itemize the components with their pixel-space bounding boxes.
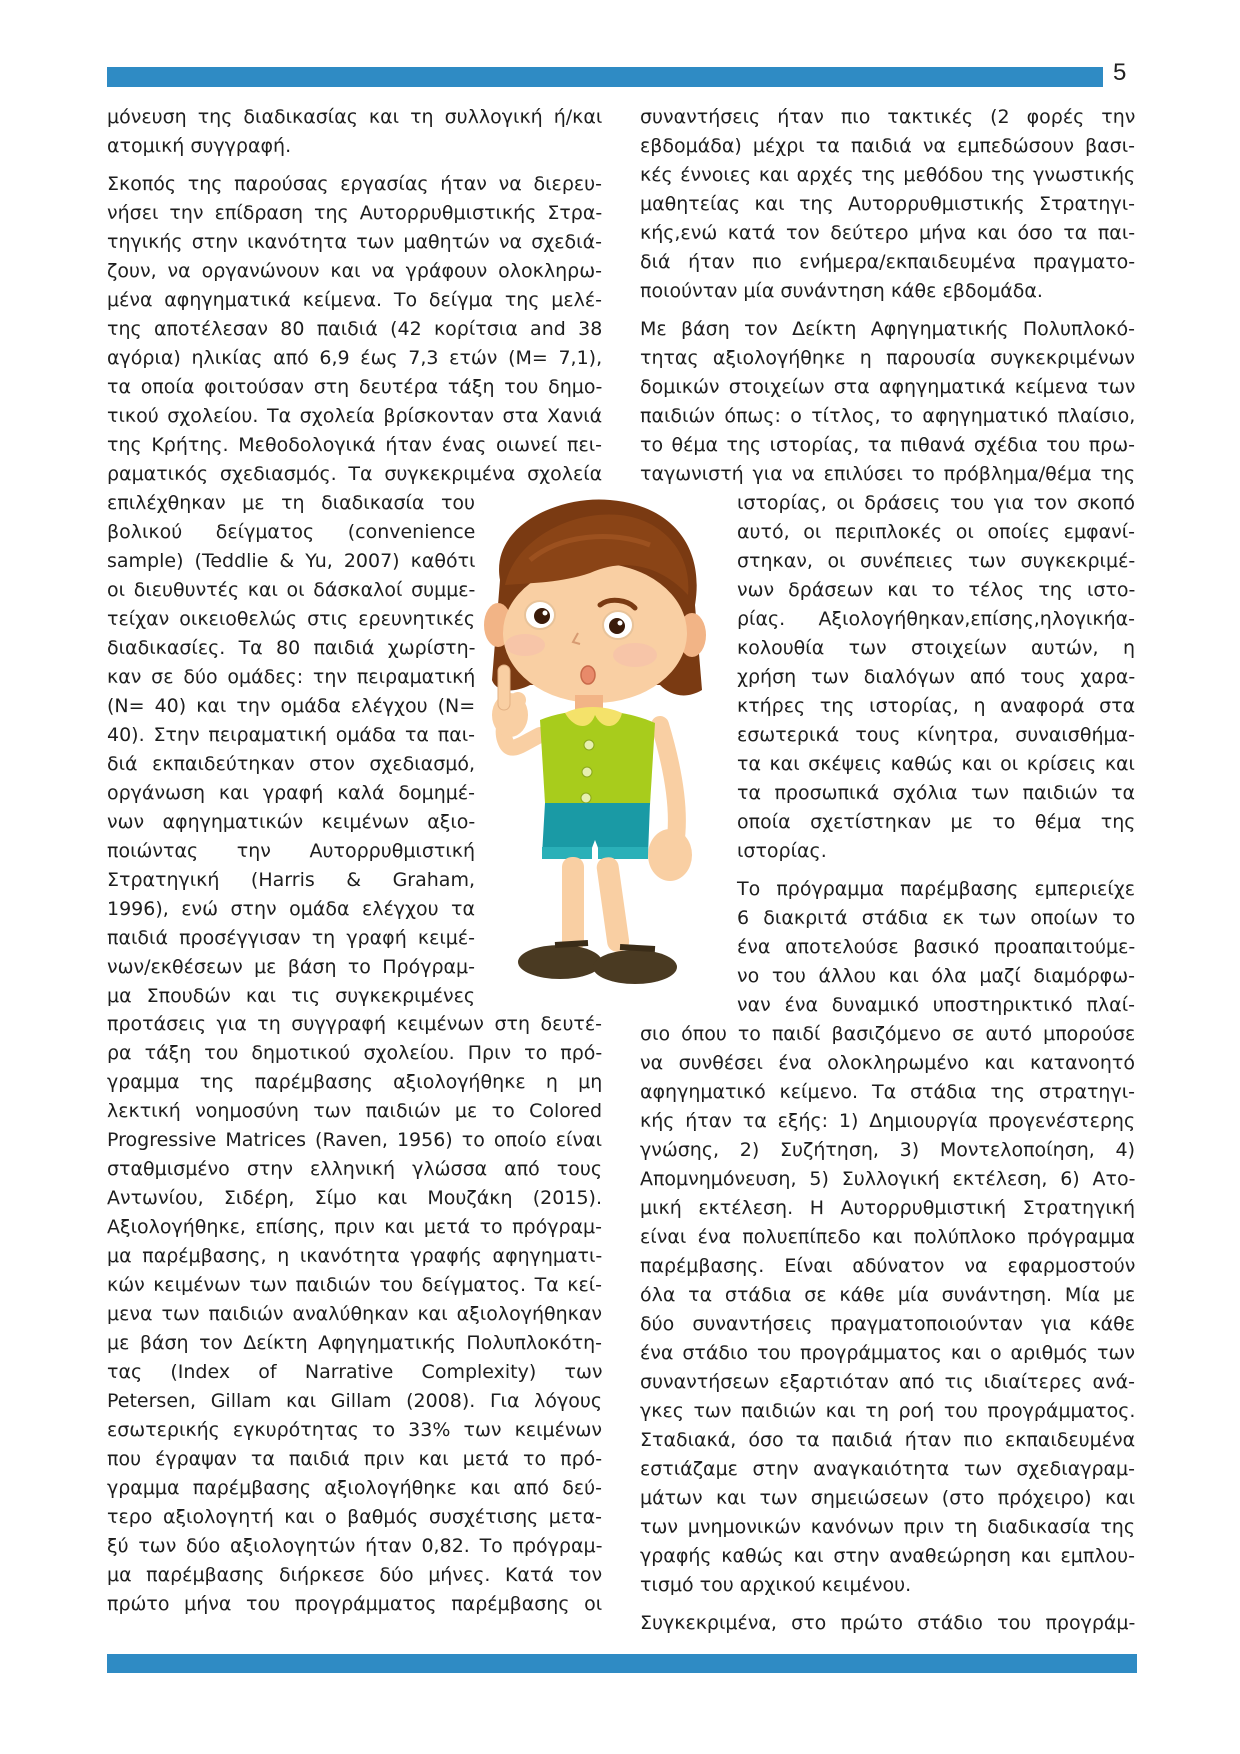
text-line: Συγκεκριμένα, στο πρώτο στάδιο του προγράμ- <box>640 1612 1136 1634</box>
text-line: Petersen, Gillam και Gillam (2008). Για λόγους <box>107 1390 602 1412</box>
text-line: νων/εκθέσεων με βάση το Πρόγραμ- <box>107 956 475 978</box>
text-line: νήσει την επίδραση της Αυτορρυθμιστικής Στρα- <box>107 202 603 224</box>
footer-accent-bar <box>107 1654 1137 1673</box>
text-line: καν σε δύο ομάδες: την πειραματική <box>107 666 476 688</box>
text-line: τα προσωπικά σχόλια των παιδιών τα <box>737 782 1135 804</box>
text-line: (Ν= 40) και την ομάδα ελέγχου (Ν= <box>107 695 476 717</box>
text-line: ένα αποτελούσε βασικό προαπαιτούμε- <box>737 936 1136 958</box>
text-line: 40). Στην πειραματική ομάδα τα παι- <box>107 724 475 746</box>
text-line: Σταδιακά, όσο τα παιδιά ήταν πιο εκπαιδευμένα <box>640 1429 1136 1451</box>
text-line: εστιάζαμε στην αναγκαιότητα των σχεδιαγραμ- <box>640 1458 1135 1480</box>
text-line: μα Σπουδών και τις συγκεκριμένες <box>107 985 475 1007</box>
text-line: παρέμβασης. Είναι αδύνατον να εφαρμοστούν <box>640 1255 1136 1277</box>
text-line: αυτό, οι περιπλοκές οι οποίες εμφανί- <box>737 521 1135 543</box>
text-line: Με βάση τον Δείκτη Αφηγηματικής Πολυπλοκό- <box>640 318 1135 340</box>
text-line: ποιούνταν μία συνάντηση κάθε εβδομάδα. <box>640 280 1043 302</box>
text-line: μική εκτέλεση. Η Αυτορρυθμιστική Στρατηγική <box>640 1197 1135 1219</box>
page-number: 5 <box>1113 59 1127 86</box>
text-line: ρίας. Αξιολογήθηκαν,επίσης,ηλογικήα- <box>737 608 1135 630</box>
text-line: διαδικασίες. Τα 80 παιδιά χωρίστη- <box>107 637 476 659</box>
text-line: προτάσεις για τη συγγραφή κειμένων στη δευτέ- <box>107 1013 602 1035</box>
text-line: εσωτερικής εγκυρότητας το 33% των κειμένων <box>107 1419 602 1441</box>
text-line: ζουν, να οργανώνουν και να γράφουν ολοκληρω- <box>107 260 602 282</box>
text-line: ιστορίας. <box>737 840 827 862</box>
text-line: κής ήταν τα εξής: 1) Δημιουργία προγενέστερης <box>640 1110 1136 1132</box>
text-line: κολουθία των στοιχείων αυτών, η <box>737 637 1135 659</box>
text-line: τικού σχολείου. Τα σχολεία βρίσκονταν στα Χανιά <box>107 405 603 427</box>
text-line: τείχαν οικειοθελώς στις ερευνητικές <box>107 608 475 630</box>
text-line: ατομική συγγραφή. <box>107 135 292 157</box>
text-line: τα οποία φοιτούσαν στη δευτέρα τάξη του δημο- <box>107 376 603 398</box>
text-line: νων αφηγηματικών κειμένων αξιο- <box>107 811 476 833</box>
text-line: χρήση των διαλόγων από τους χαρα- <box>737 666 1136 688</box>
text-line: Το πρόγραμμα παρέμβασης εμπεριείχε <box>737 878 1135 900</box>
cartoon-girl-thinking-icon <box>470 485 720 995</box>
text-line: κτήρες της ιστορίας, η αναφορά στα <box>737 695 1136 717</box>
text-line: Απομνημόνευση, 5) Συλλογική εκτέλεση, 6) Ατο- <box>640 1168 1136 1190</box>
text-line: των μνημονικών κανόνων πριν τη διαδικασία της <box>640 1516 1135 1538</box>
text-line: δύο συναντήσεις πραγματοποιούνταν για κάθε <box>640 1313 1135 1335</box>
text-line: Progressive Matrices (Raven, 1956) το οποίο είναι <box>107 1129 602 1151</box>
text-line: Σκοπός της παρούσας εργασίας ήταν να διερευ- <box>107 173 602 195</box>
text-line: λεκτική νοημοσύνη των παιδιών με το Colored <box>107 1100 603 1122</box>
text-line: πρώτο μήνα του προγράμματος παρέμβασης οι <box>107 1593 603 1615</box>
text-line: που έγραψαν τα παιδιά πριν και μετά το πρό- <box>107 1448 603 1470</box>
text-line: με βάση τον Δείκτη Αφηγηματικής Πολυπλοκότη- <box>107 1332 602 1354</box>
text-line: σταθμισμένο στην ελληνική γλώσσα από τους <box>107 1158 603 1180</box>
text-line: Αξιολογήθηκε, επίσης, πριν και μετά το πρόγραμ- <box>107 1216 602 1238</box>
text-line: μα παρέμβασης, η ικανότητα γραφής αφηγηματι- <box>107 1245 603 1267</box>
text-line: ρα τάξη του δημοτικού σχολείου. Πριν το πρό- <box>107 1042 603 1064</box>
text-line: μένα αφηγηματικά κείμενα. Το δείγμα της μελέ- <box>107 289 602 311</box>
header-accent-bar <box>107 67 1103 87</box>
text-line: ταγωνιστή για να επιλύσει το πρόβλημα/θέμα της <box>640 463 1136 485</box>
text-line: ιστορίας, οι δράσεις του για τον σκοπό <box>737 492 1135 514</box>
text-line: να συνθέσει ένα ολοκληρωμένο και κατανοητό <box>640 1052 1135 1074</box>
text-line: βολικού δείγματος (convenience <box>107 521 476 543</box>
text-line: sample) (Teddlie & Yu, 2007) καθότι <box>107 550 476 572</box>
text-line: παιδιά προσέγγισαν τη γραφή κειμέ- <box>107 927 475 949</box>
text-line: μαθητείας και της Αυτορρυθμιστικής Στρατηγι- <box>640 193 1135 215</box>
text-line: οποία σχετίστηκαν με το θέμα της <box>737 811 1136 833</box>
text-line: τητας αξιολογήθηκε η παρουσία συγκεκριμένων <box>640 347 1135 369</box>
text-line: μενα των παιδιών αναλύθηκαν και αξιολογήθηκαν <box>107 1303 603 1325</box>
text-line: γκες των παιδιών και τη ροή του προγράμματος. <box>640 1400 1136 1422</box>
text-line: τηγικής στην ικανότητα των μαθητών να σχεδιά- <box>107 231 602 253</box>
text-line: Αντωνίου, Σιδέρη, Σίμο και Μουζάκη (2015). <box>107 1187 602 1209</box>
text-line: ξύ των δύο αξιολογητών ήταν 0,82. Το πρόγραμ- <box>107 1535 603 1557</box>
text-line: όλα τα στάδια σε κάθε μία συνάντηση. Μία με <box>640 1284 1136 1306</box>
text-line: στηκαν, οι συνέπειες των συγκεκριμέ- <box>737 550 1136 572</box>
text-line: σιο όπου το παιδί βασιζόμενο σε αυτό μπορούσε <box>640 1023 1136 1045</box>
text-line: μα παρέμβασης διήρκεσε δύο μήνες. Κατά τον <box>107 1564 603 1586</box>
text-line: αφηγηματικό κείμενο. Τα στάδια της στρατηγι- <box>640 1081 1135 1103</box>
text-line: τερο αξιολογητή και ο βαθμός συσχέτισης μετα- <box>107 1506 602 1528</box>
text-line: γραμμα της παρέμβασης αξιολογήθηκε η μη <box>107 1071 603 1093</box>
text-line: ένα στάδιο του προγράμματος και ο αριθμός των <box>640 1342 1135 1364</box>
text-line: εσωτερικά τους κίνητρα, συναισθήμα- <box>737 724 1135 746</box>
text-line: της Κρήτης. Μεθοδολογικά ήταν ένας οιωνεί πει- <box>107 434 602 456</box>
text-line: της αποτέλεσαν 80 παιδιά (42 κορίτσια and 38 <box>107 318 603 340</box>
text-line: 1996), ενώ στην ομάδα ελέγχου τα <box>107 898 475 920</box>
text-line: κής,ενώ κατά τον δεύτερο μήνα και όσο τα παι- <box>640 222 1136 244</box>
text-line: μάτων και των σημειώσεων (στο πρόχειρο) και <box>640 1487 1136 1509</box>
text-line: αγόρια) ηλικίας από 6,9 έως 7,3 ετών (Μ= 7,1), <box>107 347 603 369</box>
text-line: μόνευση της διαδικασίας και τη συλλογική ή/και <box>107 106 603 128</box>
text-line: γραμμα παρέμβασης αξιολογήθηκε και από δεύ- <box>107 1477 602 1499</box>
text-line: συναντήσεων εξαρτιόταν από τις ιδιαίτερες ανά- <box>640 1371 1135 1393</box>
text-line: τισμό του αρχικού κειμένου. <box>640 1574 912 1596</box>
text-line: κών κειμένων των παιδιών του δείγματος. Τα κεί- <box>107 1274 602 1296</box>
text-line: τα και σκέψεις καθώς και οι κρίσεις και <box>737 753 1135 775</box>
text-line: γραφής καθώς και στην αναθεώρηση και εμπλου- <box>640 1545 1135 1567</box>
text-line: ραματικός σχεδιασμός. Τα συγκεκριμένα σχολεία <box>107 463 603 485</box>
text-line: διά ήταν πιο ενήμερα/εκπαιδευμένα πραγματο- <box>640 251 1136 273</box>
text-line: δομικών στοιχείων στα αφηγηματικά κείμενα των <box>640 376 1136 398</box>
text-line: κές έννοιες και αρχές της μεθόδου της γνωστικής <box>640 164 1136 186</box>
text-line: παιδιών όπως: ο τίτλος, το αφηγηματικό πλαίσιο, <box>640 405 1136 427</box>
text-line: εβδομάδα) μέχρι τα παιδιά να εμπεδώσουν βασι- <box>640 135 1135 157</box>
text-line: γνώσης, 2) Συζήτηση, 3) Μοντελοποίηση, 4) <box>640 1139 1135 1161</box>
text-line: συναντήσεις ήταν πιο τακτικές (2 φορές την <box>640 106 1136 128</box>
text-line: διά εκπαιδεύτηκαν στον σχεδιασμό, <box>107 753 475 775</box>
text-line: Στρατηγική (Harris & Graham, <box>107 869 475 891</box>
text-line: 6 διακριτά στάδια εκ των οποίων το <box>737 907 1136 929</box>
text-line: το θέμα της ιστορίας, τα πιθανά σχέδια του πρω- <box>640 434 1135 456</box>
text-line: ναν ένα δυναμικό υποστηρικτικό πλαί- <box>737 994 1135 1016</box>
text-line: οργάνωση και γραφή καλά δομημέ- <box>107 782 475 804</box>
text-line: νο του άλλου και όλα μαζί διαμόρφω- <box>737 965 1135 987</box>
text-line: επιλέχθηκαν με τη διαδικασία του <box>107 492 476 514</box>
text-line: νων δράσεων και το τέλος της ιστο- <box>737 579 1136 601</box>
text-line: οι διευθυντές και οι δάσκαλοί συμμε- <box>107 579 476 601</box>
text-line: ποιώντας την Αυτορρυθμιστική <box>107 840 475 862</box>
text-line: τας (Index of Narrative Complexity) των <box>107 1361 603 1383</box>
text-line: είναι ένα πολυεπίπεδο και πολύπλοκο πρόγραμμα <box>640 1226 1135 1248</box>
